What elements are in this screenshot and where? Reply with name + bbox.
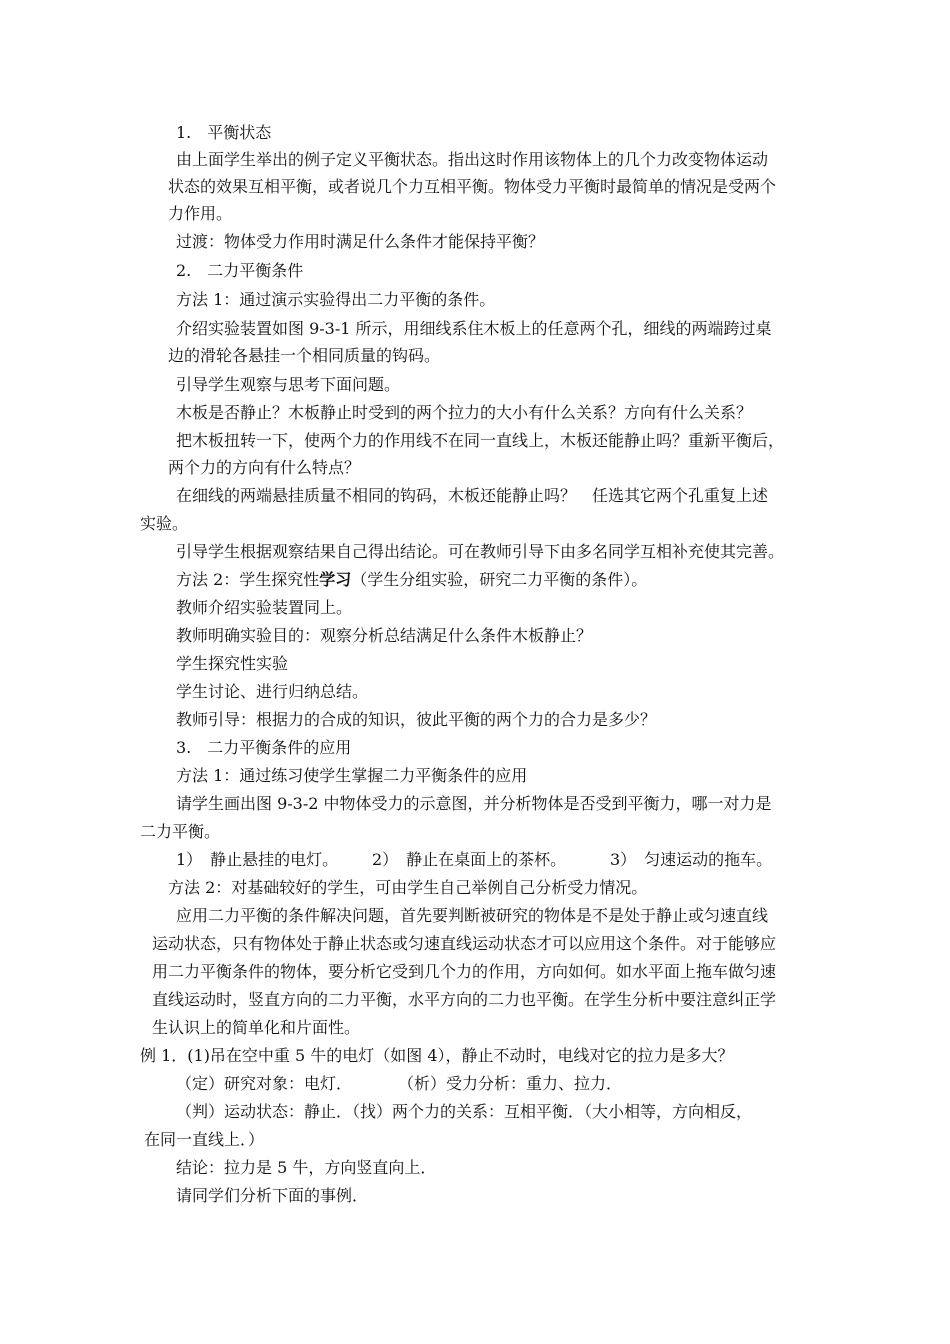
paragraph-line: 方法 1：通过演示实验得出二力平衡的条件。 bbox=[176, 290, 496, 309]
paragraph-line: 把木板扭转一下，使两个力的作用线不在同一直线上，木板还能静止吗？重新平衡后， bbox=[176, 431, 785, 450]
example-item-3: 3） 匀速运动的拖车。 bbox=[610, 850, 773, 869]
paragraph-line: 运动状态，只有物体处于静止状态或匀速直线运动状态才可以应用这个条件。对于能够应 bbox=[152, 934, 777, 953]
method-2-prefix: 方法 2：学生探究性 bbox=[176, 570, 320, 589]
paragraph-line: 方法 2：对基础较好的学生，可由学生自己举例自己分析受力情况。 bbox=[168, 878, 648, 897]
paragraph-line: 方法 1：通过练习使学生掌握二力平衡条件的应用 bbox=[176, 766, 528, 785]
paragraph-line: 实验。 bbox=[140, 514, 189, 533]
analysis-object: （定）研究对象：电灯． bbox=[176, 1074, 353, 1093]
conclusion-line: 结论：拉力是 5 牛，方向竖直向上． bbox=[176, 1158, 437, 1177]
paragraph-line: 用二力平衡条件的物体，要分析它受到几个力的作用，方向如何。如水平面上拖车做匀速 bbox=[152, 962, 777, 981]
paragraph-line: 引导学生根据观察结果自己得出结论。可在教师引导下由多名同学互相补充使其完善。 bbox=[176, 542, 785, 561]
analysis-row bbox=[176, 1071, 796, 1097]
paragraph-line: 请同学们分析下面的事例． bbox=[176, 1186, 369, 1205]
example-item-2: 2） 静止在桌面上的茶杯。 bbox=[372, 850, 567, 869]
example-item-1: 1） 静止悬挂的电灯。 bbox=[176, 850, 339, 869]
section-heading-2: 2. 二力平衡条件 bbox=[176, 261, 304, 280]
paragraph-line: （判）运动状态：静止．（找）两个力的关系：互相平衡．（大小相等，方向相反， bbox=[176, 1102, 753, 1121]
paragraph-line: 状态的效果互相平衡，或者说几个力互相平衡。物体受力平衡时最简单的情况是受两个 bbox=[168, 177, 777, 196]
paragraph-line: 生认识上的简单化和片面性。 bbox=[152, 1018, 361, 1037]
paragraph-line: 学生讨论、进行归纳总结。 bbox=[176, 682, 369, 701]
bold-text-learning: 学习 bbox=[319, 570, 352, 589]
paragraph-line: 二力平衡。 bbox=[140, 822, 221, 841]
paragraph-line: 两个力的方向有什么特点？ bbox=[168, 458, 361, 477]
paragraph-line: 在细线的两端悬挂质量不相同的钩码，木板还能静止吗？ 任选其它两个孔重复上述 bbox=[176, 486, 769, 505]
paragraph-line: 学生探究性实验 bbox=[176, 654, 289, 673]
example-list-row bbox=[176, 847, 816, 873]
analysis-forces: （析）受力分析：重力、拉力． bbox=[398, 1074, 623, 1093]
paragraph-line-method-2 bbox=[176, 567, 647, 593]
paragraph-line: 教师介绍实验装置同上。 bbox=[176, 598, 353, 617]
example-heading: 例 1．(1)吊在空中重 5 牛的电灯（如图 4），静止不动时，电线对它的拉力是多大？ bbox=[140, 1046, 734, 1065]
section-heading-1: 1. 平衡状态 bbox=[176, 123, 272, 142]
paragraph-line: 引导学生观察与思考下面问题。 bbox=[176, 375, 401, 394]
section-heading-3: 3. 二力平衡条件的应用 bbox=[176, 738, 352, 757]
paragraph-line: 应用二力平衡的条件解决问题，首先要判断被研究的物体是不是处于静止或匀速直线 bbox=[176, 906, 769, 925]
paragraph-line: 木板是否静止？木板静止时受到的两个拉力的大小有什么关系？方向有什么关系？ bbox=[176, 403, 753, 422]
paragraph-line: 教师明确实验目的：观察分析总结满足什么条件木板静止？ bbox=[176, 626, 593, 645]
paragraph-line: 请学生画出图 9-3-2 中物体受力的示意图，并分析物体是否受到平衡力，哪一对力是 bbox=[176, 794, 772, 813]
paragraph-line: 边的滑轮各悬挂一个相同质量的钩码。 bbox=[168, 346, 441, 365]
paragraph-line: 在同一直线上．） bbox=[144, 1130, 265, 1149]
paragraph-line: 教师引导：根据力的合成的知识，彼此平衡的两个力的合力是多少？ bbox=[176, 710, 657, 729]
paragraph-line: 过渡：物体受力作用时满足什么条件才能保持平衡？ bbox=[176, 232, 545, 251]
paragraph-line: 由上面学生举出的例子定义平衡状态。指出这时作用该物体上的几个力改变物体运动 bbox=[176, 150, 769, 169]
paragraph-line: 力作用。 bbox=[168, 204, 233, 223]
paragraph-line: 直线运动时，竖直方向的二力平衡，水平方向的二力也平衡。在学生分析中要注意纠正学 bbox=[152, 990, 777, 1009]
paragraph-line: 介绍实验装置如图 9-3-1 所示，用细线系住木板上的任意两个孔，细线的两端跨过桌 bbox=[176, 319, 772, 338]
method-2-suffix: （学生分组实验，研究二力平衡的条件）。 bbox=[351, 570, 648, 589]
